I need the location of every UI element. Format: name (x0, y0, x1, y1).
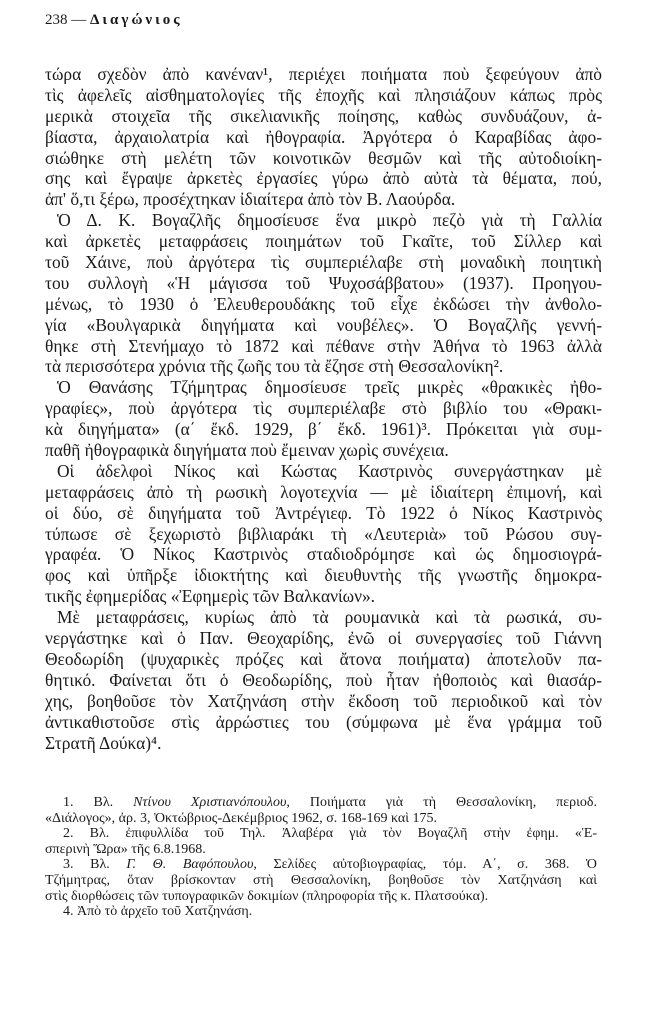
footnote-text: Τζήμητρας, ὅταν βρίσκονταν στὴ Θεσσαλονίκη, βοηθοῦσε τὸν Χατζηνάση καὶ (45, 872, 597, 888)
text-line: τὰ περισσότερα χρόνια τῆς ζωῆς του τὰ ἔζησε στὴ Θεσσαλονίκη². (45, 356, 504, 377)
text-line: θηκε στὴ Στενήμαχο τὸ 1872 καὶ πέθανε στὴν Ἀθήνα τὸ 1963 ἀλλὰ (45, 335, 602, 356)
footnote (45, 904, 597, 920)
text-line: σης καὶ ἔγραψε ἀρκετὲς ἐργασίες γύρω ἀπὸ αὐτὰ τὰ θέματα, πού, (45, 168, 602, 189)
footnote-line (45, 795, 597, 811)
footnote-text: , Σελίδες αὐτοβιογραφίας, τόμ. Α΄, σ. 368. Ὁ (253, 857, 597, 873)
footnote-line (45, 842, 597, 858)
footnote (45, 826, 597, 857)
page-number: 238 (45, 12, 68, 28)
footnote-line (45, 873, 597, 889)
footnotes (45, 795, 597, 920)
footnote-line (45, 904, 597, 920)
header-separator: — (71, 12, 87, 28)
footnote-author: Ντίνου Χριστιανόπουλου (133, 795, 287, 810)
paragraph (45, 210, 602, 377)
footnote-text: σπερινὴ Ὥρα» τῆς 6.8.1968. (45, 841, 206, 857)
footnote-line (45, 811, 597, 827)
text-line: Οἱ ἀδελφοὶ Νίκος καὶ Κώστας Καστρινὸς συνεργάστηκαν μὲ (57, 460, 602, 481)
text-line: κὰ διηγήματα» (α΄ ἔκδ. 1929, β΄ ἔκδ. 1961)³. Πρόκειται γιὰ συμ- (45, 419, 602, 440)
text-line: γραφίες», ποὺ ἀργότερα τὶς συμπεριέλαβε στὸ βιβλίο του «Θρακι- (45, 398, 602, 419)
text-line: θητικό. Φαίνεται ὅτι ὁ Θεοδωρίδης, ποὺ ἦταν ἠθοποιὸς καὶ θιασάρ- (45, 669, 602, 690)
text-line: γραφέα. Ὁ Νίκος Καστρινὸς σταδιοδρόμησε καὶ ὡς δημοσιογρά- (45, 544, 602, 565)
text-line: οἱ δύο, σὲ διηγήματα τοῦ Ἀντρέγιεφ. Τὸ 1922 ὁ Νίκος Καστρινὸς (45, 502, 602, 523)
text-line: μένως, τὸ 1930 ὁ Ἐλευθερουδάκης τοῦ εἶχε ἐκδώσει τὴν ἀνθολο- (45, 293, 602, 314)
text-line: τὶς ἀφελεῖς αἰσθηματολογίες τῆς ἐποχῆς καὶ πλησιάζουν κάπως πρὸς (45, 84, 602, 105)
footnote-author: Γ. Θ. Βαφόπουλου (126, 857, 254, 873)
body-text (45, 64, 602, 753)
footnote-text: , Ποιήματα γιὰ τὴ Θεσσαλονίκη, περιοδ. (286, 795, 597, 810)
footnote-line (45, 857, 597, 873)
paragraph (45, 607, 602, 753)
running-header (45, 12, 183, 29)
text-line: τοῦ Χάινε, ποὺ ἀργότερα τὶς συμπεριέλαβε στὴ μοναδικὴ ποιητικὴ (45, 252, 602, 273)
text-line: ἀντικαθιστοῦσε στὶς ἀρρώστιες του (σύμφωνα μὲ ἕνα γράμμα τοῦ (45, 711, 602, 732)
text-line: Ὁ Θανάσης Τζήμητρας δημοσίευσε τρεῖς μικρὲς «θρακικὲς ἠθο- (57, 377, 602, 398)
text-line: Στρατῆ Δούκα)⁴. (45, 732, 162, 753)
text-line: παθῆ ἠθογραφικὰ διηγήματα ποὺ ἔμειναν χωρὶς συνέχεια. (45, 440, 449, 461)
text-line: φος καὶ ὑπῆρξε ἰδιοκτήτης καὶ διευθυντὴς τῆς γνωστῆς δημοκρα- (45, 565, 602, 586)
text-line: μεταφράσεις ἀπὸ τὴ ρωσικὴ λογοτεχνία — μὲ ἰδιαίτερη ἐπιμονή, καὶ (45, 481, 602, 502)
text-line: βίαστα, ἀρχαιολατρία καὶ ἠθογραφία. Ἀργότερα ὁ Καραβίδας ἀφο- (45, 126, 602, 147)
footnote (45, 857, 597, 904)
text-line: σιώθηκε στὴ μελέτη τῶν κοινοτικῶν θεσμῶν καὶ τῆς αὐτοδιοίκη- (45, 147, 602, 168)
text-line: του συλλογὴ «Ἡ μάγισσα τοῦ Ψυχοσάββατου» (1937). Προηγου- (45, 272, 602, 293)
footnote-text: στὶς διορθώσεις τῶν τυπογραφικῶν δοκιμίων (πληροφορία τῆς κ. Πλατσούκα). (45, 888, 489, 904)
text-line: νεργάστηκε καὶ ὁ Παν. Θεοχαρίδης, ἐνῶ οἱ συνεργασίες τοῦ Γιάννη (45, 628, 602, 649)
running-title: Διαγώνιος (90, 12, 183, 28)
text-line: χης, βοηθοῦσε τὸν Χατζηνάση στὴν ἔκδοση τοῦ περιοδικοῦ καὶ τὸν (45, 690, 602, 711)
text-line: τικῆς ἐφημερίδας «Ἐφημερὶς τῶν Βαλκανίων». (45, 586, 376, 607)
footnote-text: 1. Βλ. (63, 795, 134, 810)
text-line: γία «Βουλγαρικὰ διηγήματα καὶ νουβέλες». Ὁ Βογαζλῆς γεννή- (45, 314, 602, 335)
paragraph (45, 461, 602, 607)
text-line: Μὲ μεταφράσεις, κυρίως ἀπὸ τὰ ρουμανικὰ καὶ τὰ ρωσικά, συ- (57, 607, 602, 628)
footnote (45, 795, 597, 826)
paragraph (45, 64, 602, 210)
text-line: μερικὰ στοιχεῖα τῆς σικελιανικῆς ποίησης, καθὼς συνδυάζουν, ἀ- (45, 105, 602, 126)
footnote-line (45, 826, 597, 842)
text-line: ἀπ' ὅ,τι ξέρω, προσέχτηκαν ἰδιαίτερα ἀπὸ τὸν Β. Λαούρδα. (45, 189, 456, 210)
footnote-text: 2. Βλ. ἐπιφυλλίδα τοῦ Τηλ. Ἀλαβέρα γιὰ τὸν Βογαζλῆ στὴν ἐφημ. «Ἑ- (63, 826, 597, 842)
text-line: τώρα σχεδὸν ἀπὸ κανέναν¹, περιέχει ποιήματα ποὺ ξεφεύγουν ἀπὸ (45, 64, 602, 84)
text-line: καὶ ἀρκετὲς μεταφράσεις ποιημάτων τοῦ Γκαῖτε, τοῦ Σίλλερ καὶ (45, 231, 602, 252)
text-line: τύπωσε σὲ ξεχωριστὸ βιβλιαράκι τὴ «Λευτεριὰ» τοῦ Ρώσου συγ- (45, 523, 602, 544)
paragraph (45, 377, 602, 461)
footnote-line (45, 889, 597, 905)
footnote-text: 4. Ἀπὸ τὸ ἀρχεῖο τοῦ Χατζηνάση. (63, 904, 253, 920)
footnote-text: «Διάλογος», ἀρ. 3, Ὀκτώβριος-Δεκέμβριος 1962, σ. 168-169 καὶ 175. (45, 810, 437, 826)
text-line: Ὁ Δ. Κ. Βογαζλῆς δημοσίευσε ἕνα μικρὸ πεζὸ γιὰ τὴ Γαλλία (57, 210, 602, 231)
text-line: Θεοδωρίδη (ψυχαρικὲς πρόζες καὶ ἄτονα ποιήματα) ἀποτελοῦν πα- (45, 648, 602, 669)
footnote-text: 3. Βλ. (63, 857, 127, 873)
